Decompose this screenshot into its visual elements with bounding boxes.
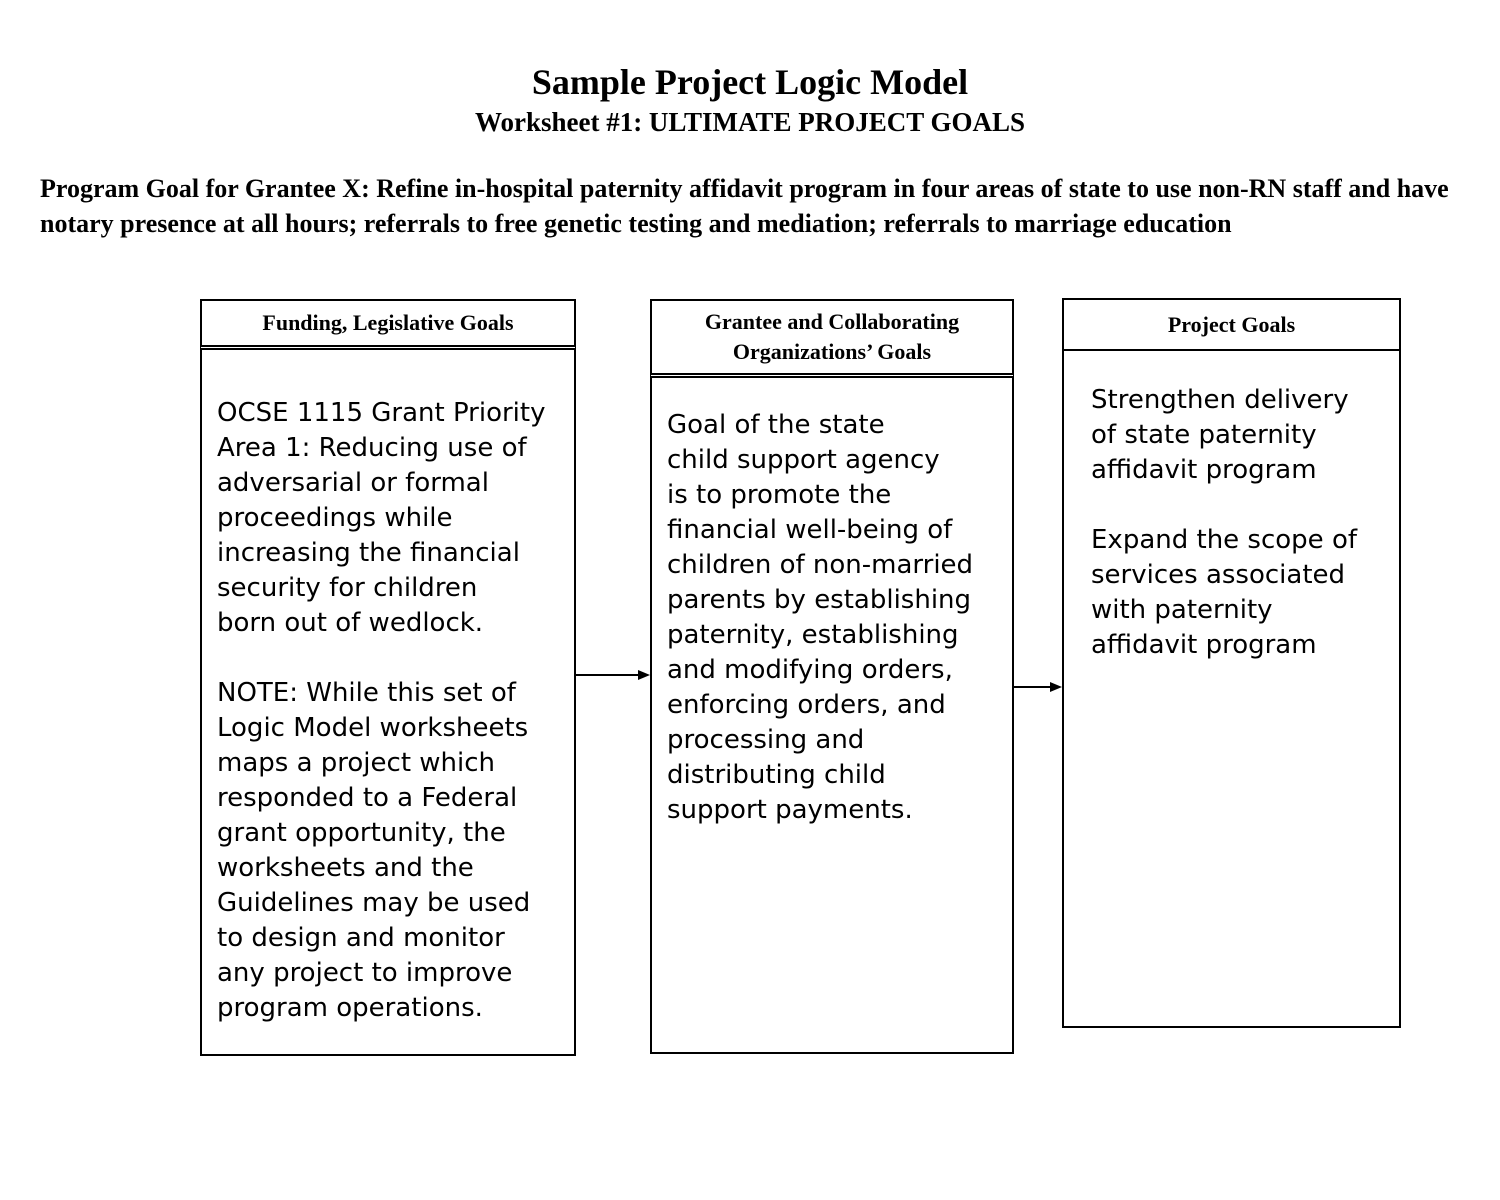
page-title: Sample Project Logic Model [531,62,969,102]
column-paragraph: NOTE: While this set of Logic Model worksheets maps a project which responded to a Federal grant opportunity, the worksheets and the Guidelines may be used to design and monitor any project to improve program operations. [217,678,531,1023]
column-paragraph: Goal of the state child support agency is to promote the financial well-being of children of non-married parents by establishing paternity, establishing and modifying orders, enforcing orders, and processing and distributing child support payments. [667,410,974,825]
column-paragraph: Expand the scope of services associated with paternity affidavit program [1091,525,1358,660]
arrow-funding-to-grantee [576,670,650,680]
column-heading-text: Grantee and Collaborating Organizations’ Goals [704,309,960,364]
column-heading-text: Funding, Legislative Goals [262,310,514,335]
column-paragraph: Strengthen delivery of state paternity affidavit program [1091,385,1349,485]
column-paragraph: OCSE 1115 Grant Priority Area 1: Reducing use of adversarial or formal proceedings while increasing the financial security for children born out of wedlock. [217,398,546,638]
column-heading-text: Project Goals [1167,311,1296,337]
arrow-grantee-to-project [1014,682,1062,692]
program-goal-statement: Program Goal for Grantee X: Refine in-hospital paternity affidavit program in four areas of state to use non-RN staff and have notary presence at all hours; referrals to free genetic testing and mediation; referrals to marriage education [40,174,1449,238]
worksheet-subtitle: Worksheet #1: ULTIMATE PROJECT GOALS [474,107,1026,137]
